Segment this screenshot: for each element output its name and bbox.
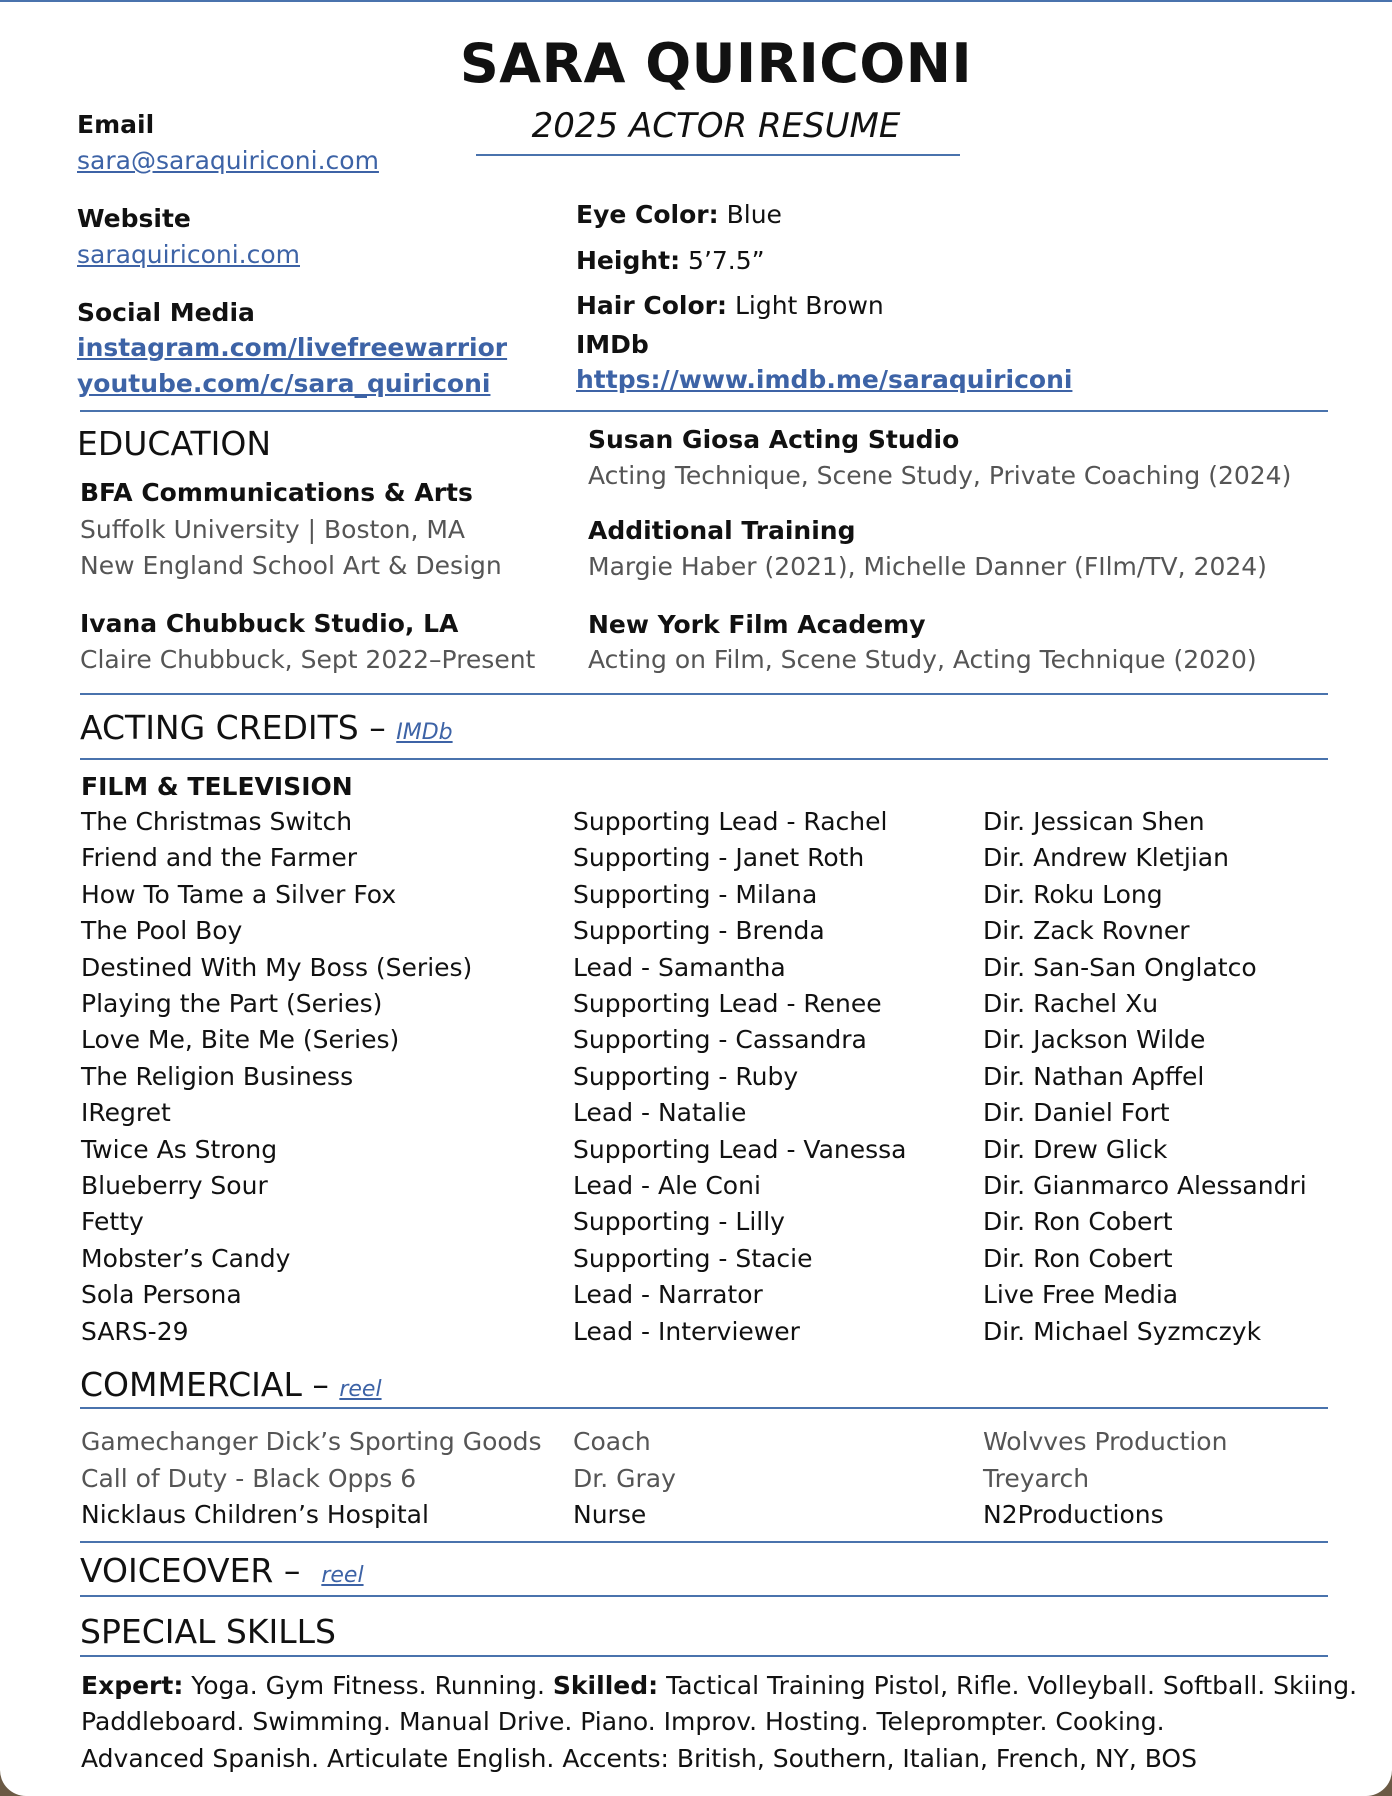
additional-training: Additional Training: [588, 516, 856, 545]
credit-director: Dir. Jackson Wilde: [983, 1025, 1206, 1054]
divider-4: [80, 1407, 1328, 1409]
credit-director: Dir. Drew Glick: [983, 1135, 1168, 1164]
acting-imdb-link[interactable]: IMDb: [396, 720, 453, 745]
credit-title: Blueberry Sour: [81, 1171, 268, 1200]
email-link[interactable]: sara@saraquiriconi.com: [77, 146, 379, 175]
website-link[interactable]: saraquiriconi.com: [77, 240, 300, 269]
instagram-link[interactable]: instagram.com/livefreewarrior: [77, 333, 508, 362]
credit-director: Dir. Daniel Fort: [983, 1098, 1170, 1127]
school-1: Suffolk University | Boston, MA: [80, 515, 466, 544]
credit-title: Destined With My Boss (Series): [81, 953, 473, 982]
acting-credits-heading: ACTING CREDITS – IMDb: [80, 708, 453, 747]
credit-director: Dir. Nathan Apffel: [983, 1062, 1205, 1091]
credit-title: Friend and the Farmer: [81, 843, 358, 872]
credit-title: Mobster’s Candy: [81, 1244, 291, 1273]
divider-6: [80, 1595, 1328, 1597]
website-label: Website: [77, 204, 191, 233]
credit-title: The Pool Boy: [81, 916, 243, 945]
credit-role: Supporting - Lilly: [573, 1207, 785, 1236]
resume-subtitle: 2025 ACTOR RESUME: [531, 106, 901, 146]
commercial-role: Dr. Gray: [573, 1464, 676, 1493]
divider-3: [80, 758, 1328, 760]
credit-role: Supporting Lead - Renee: [573, 989, 882, 1018]
credit-title: The Religion Business: [81, 1062, 354, 1091]
credit-director: Dir. San-San Onglatco: [983, 953, 1257, 982]
credit-title: Sola Persona: [81, 1280, 242, 1309]
credit-role: Supporting - Milana: [573, 880, 818, 909]
social-media-label: Social Media: [77, 298, 255, 327]
credit-director: Dir. Jessican Shen: [983, 807, 1205, 836]
credit-director: Dir. Zack Rovner: [983, 916, 1190, 945]
credit-title: Playing the Part (Series): [81, 989, 383, 1018]
commercial-reel-link[interactable]: reel: [339, 1377, 382, 1402]
eye-color: Eye Color: Blue: [576, 200, 782, 229]
credit-role: Supporting - Stacie: [573, 1244, 813, 1273]
credit-title: Fetty: [81, 1207, 144, 1236]
height: Height: 5’7.5”: [576, 246, 765, 275]
credit-title: Twice As Strong: [81, 1135, 278, 1164]
imdb-label: IMDb: [576, 330, 649, 359]
commercial-company: Wolvves Production: [983, 1427, 1228, 1456]
imdb-link[interactable]: https://www.imdb.me/saraquiriconi: [576, 365, 1073, 394]
film-tv-heading: FILM & TELEVISION: [81, 772, 353, 801]
susan-giosa: Susan Giosa Acting Studio: [588, 425, 960, 454]
credit-director: Dir. Rachel Xu: [983, 989, 1159, 1018]
credit-role: Supporting - Janet Roth: [573, 843, 865, 872]
degree: BFA Communications & Arts: [80, 478, 473, 507]
credit-role: Lead - Narrator: [573, 1280, 763, 1309]
credit-title: Love Me, Bite Me (Series): [81, 1025, 400, 1054]
skills-line-3: Advanced Spanish. Articulate English. Accents: British, Southern, Italian, French, NY, BOS: [81, 1744, 1197, 1773]
credit-title: IRegret: [81, 1098, 171, 1127]
commercial-title: Call of Duty - Black Opps 6: [81, 1464, 417, 1493]
credit-director: Dir. Roku Long: [983, 880, 1163, 909]
credit-director: Dir. Ron Cobert: [983, 1244, 1173, 1273]
commercial-role: Nurse: [573, 1500, 647, 1529]
voiceover-heading: VOICEOVER – reel: [80, 1551, 364, 1590]
education-heading: EDUCATION: [77, 424, 272, 463]
credit-director: Dir. Michael Syzmczyk: [983, 1317, 1262, 1346]
divider-2: [80, 693, 1328, 695]
credit-director: Dir. Andrew Kletjian: [983, 843, 1229, 872]
actor-name: SARA QUIRICONI: [459, 32, 973, 95]
credit-role: Lead - Natalie: [573, 1098, 747, 1127]
skills-line-2: Paddleboard. Swimming. Manual Drive. Piano. Improv. Hosting. Teleprompter. Cooking.: [81, 1707, 1165, 1736]
divider-1: [80, 410, 1328, 412]
credit-title: How To Tame a Silver Fox: [81, 880, 397, 909]
studio-detail: Claire Chubbuck, Sept 2022–Present: [80, 645, 536, 674]
credit-title: SARS-29: [81, 1317, 189, 1346]
credit-role: Lead - Ale Coni: [573, 1171, 761, 1200]
studio: Ivana Chubbuck Studio, LA: [80, 609, 459, 638]
hair-color: Hair Color: Light Brown: [576, 291, 884, 320]
divider-5: [80, 1541, 1328, 1543]
commercial-title: Gamechanger Dick’s Sporting Goods: [81, 1427, 542, 1456]
credit-role: Supporting Lead - Vanessa: [573, 1135, 907, 1164]
nyfa-detail: Acting on Film, Scene Study, Acting Technique (2020): [588, 645, 1257, 674]
additional-training-detail: Margie Haber (2021), Michelle Danner (FIlm/TV, 2024): [588, 552, 1267, 581]
divider-7: [80, 1655, 1328, 1657]
commercial-title: Nicklaus Children’s Hospital: [81, 1500, 429, 1529]
credit-director: Dir. Ron Cobert: [983, 1207, 1173, 1236]
commercial-company: Treyarch: [983, 1464, 1090, 1493]
nyfa: New York Film Academy: [588, 610, 926, 639]
commercial-company: N2Productions: [983, 1500, 1164, 1529]
credit-title: The Christmas Switch: [81, 807, 353, 836]
youtube-link[interactable]: youtube.com/c/sara_quiriconi: [77, 369, 491, 398]
skills-line-1: Expert: Yoga. Gym Fitness. Running. Skilled: Tactical Training Pistol, Rifle. Volleyball. Softball. Skiing.: [81, 1671, 1358, 1700]
commercial-heading: COMMERCIAL – reel: [80, 1365, 382, 1404]
credit-role: Lead - Interviewer: [573, 1317, 800, 1346]
credit-director: Dir. Gianmarco Alessandri: [983, 1171, 1307, 1200]
special-skills-heading: SPECIAL SKILLS: [80, 1612, 336, 1651]
credit-role: Supporting - Cassandra: [573, 1025, 867, 1054]
credit-role: Lead - Samantha: [573, 953, 786, 982]
email-label: Email: [77, 110, 155, 139]
voiceover-reel-link[interactable]: reel: [321, 1563, 364, 1588]
credit-director: Live Free Media: [983, 1280, 1179, 1309]
credit-role: Supporting Lead - Rachel: [573, 807, 888, 836]
credit-role: Supporting - Ruby: [573, 1062, 799, 1091]
title-divider: [476, 154, 960, 156]
susan-giosa-detail: Acting Technique, Scene Study, Private Coaching (2024): [588, 461, 1292, 490]
school-2: New England School Art & Design: [80, 551, 502, 580]
commercial-role: Coach: [573, 1427, 651, 1456]
credit-role: Supporting - Brenda: [573, 916, 825, 945]
